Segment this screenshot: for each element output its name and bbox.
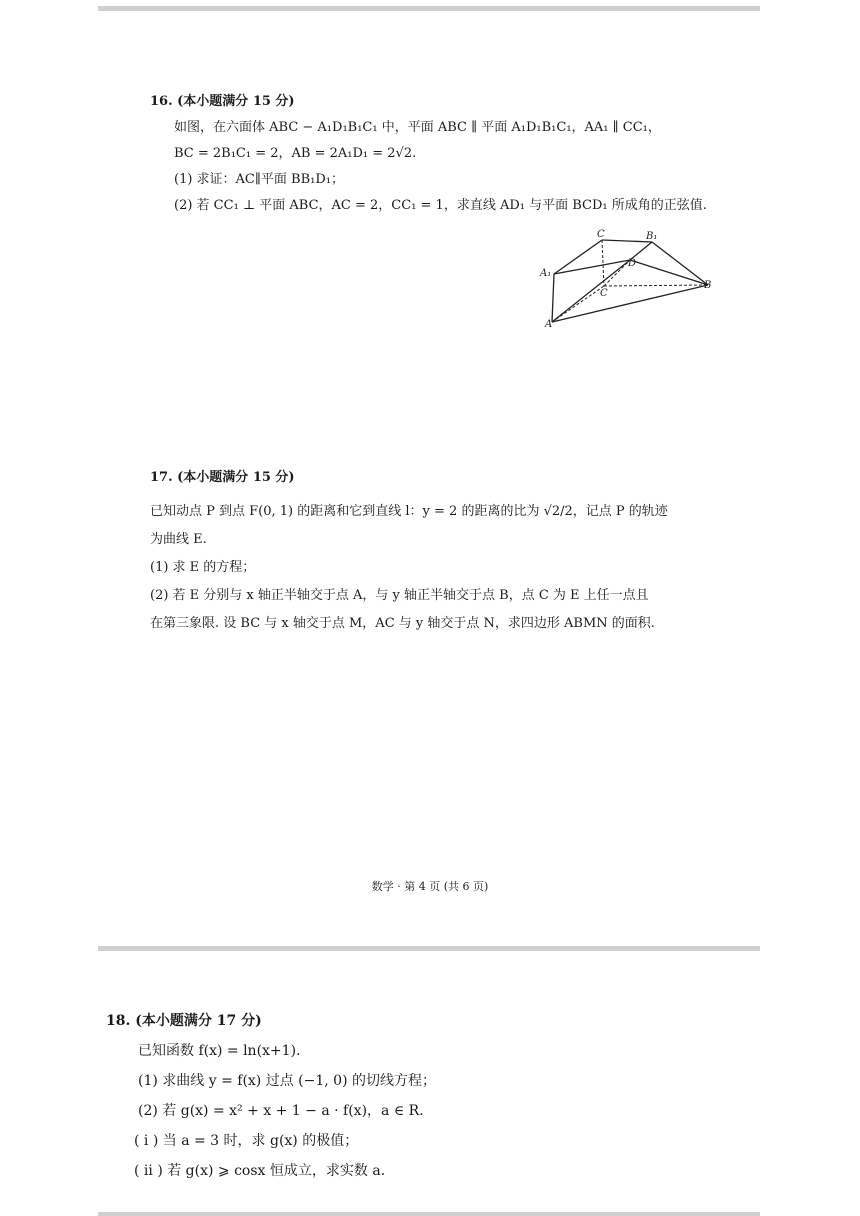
question-18-part-1: (1) 求曲线 y = f(x) 过点 (−1, 0) 的切线方程；: [138, 1073, 436, 1089]
edge-D-B: [630, 260, 708, 285]
label-B1: B₁: [646, 231, 658, 242]
question-18-part-2: (2) 若 g(x) = x² + x + 1 − a · f(x)，a ∈ R.: [138, 1103, 424, 1119]
question-16-text-line-2: BC = 2B₁C₁ = 2，AB = 2A₁D₁ = 2√2.: [174, 146, 417, 161]
question-17-text-line-1: 已知动点 P 到点 F(0, 1) 的距离和它到直线 l：y = 2 的距离的比为 √2/2，记点 P 的轨迹: [150, 504, 668, 519]
question-18: [106, 1010, 436, 1190]
label-A1: A₁: [540, 268, 552, 279]
page-footer: 数学 · 第 4 页 (共 6 页): [371, 880, 489, 893]
figure-vertex-labels: [539, 229, 711, 330]
question-17-heading: 17. (本小题满分 15 分): [150, 470, 295, 485]
question-17-part-2-line-1: (2) 若 E 分别与 x 轴正半轴交于点 A，与 y 轴正半轴交于点 B，点 C 为 E 上任一点且: [150, 588, 649, 603]
label-D: D: [628, 258, 637, 269]
question-16-part-2: (2) 若 CC₁ ⊥ 平面 ABC，AC = 2，CC₁ = 1，求直线 AD₁ 与平面 BCD₁ 所成角的正弦值.: [174, 198, 707, 213]
label-C1: C: [597, 229, 605, 240]
edge-C-B-hidden: [604, 285, 708, 286]
figure-solid-edges: [552, 240, 708, 322]
hexahedron-figure: [536, 228, 722, 332]
edge-A1-C1: [554, 240, 602, 274]
question-17-text-line-2: 为曲线 E.: [150, 532, 207, 547]
edge-C1-C-hidden: [602, 240, 604, 286]
edge-B1-B: [652, 242, 708, 285]
edge-A1-A: [552, 274, 554, 322]
question-16-text-line-1: 如图，在六面体 ABC − A₁D₁B₁C₁ 中，平面 ABC ∥ 平面 A₁D₁B₁C₁，AA₁ ∥ CC₁，: [174, 120, 661, 135]
question-16-heading: 16. (本小题满分 15 分): [150, 94, 295, 109]
question-18-sub-1: ( ⅰ ) 当 a = 3 时，求 g(x) 的极值；: [134, 1133, 359, 1149]
label-B: B: [704, 280, 712, 291]
question-17-part-2-line-2: 在第三象限. 设 BC 与 x 轴交于点 M，AC 与 y 轴交于点 N，求四边形 ABMN 的面积.: [150, 616, 655, 631]
question-17-part-1: (1) 求 E 的方程；: [150, 560, 256, 575]
page-separator-middle: [98, 946, 760, 951]
question-18-sub-2: ( ⅱ ) 若 g(x) ⩾ cosx 恒成立，求实数 a.: [134, 1163, 386, 1179]
question-16: [150, 92, 707, 222]
edge-C1-B1: [602, 240, 652, 242]
page-separator-bottom: [98, 1212, 760, 1216]
question-16-part-1: (1) 求证：AC∥平面 BB₁D₁；: [174, 172, 344, 187]
figure-hidden-edges: [552, 240, 708, 322]
question-18-text-line-1: 已知函数 f(x) = ln(x+1).: [138, 1043, 301, 1059]
label-A: A: [545, 319, 553, 330]
page-separator-top: [98, 6, 760, 11]
question-17: [150, 468, 668, 642]
label-C: C: [600, 288, 608, 299]
question-18-heading: 18. (本小题满分 17 分): [106, 1013, 262, 1029]
